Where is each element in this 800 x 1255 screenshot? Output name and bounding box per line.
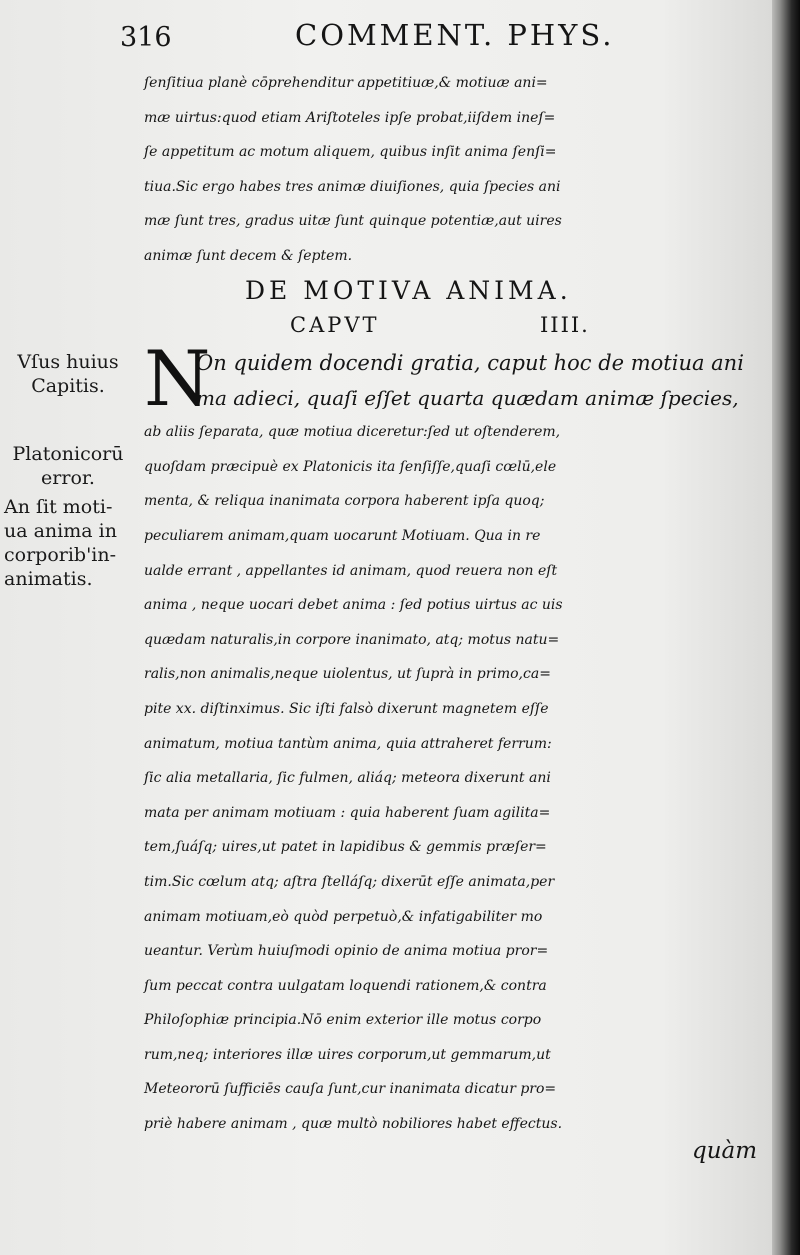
page-number: 316 [120,22,172,53]
text-line: ſic alia metallaria, ſic fulmen, aliáq; meteora dixerunt ani [144,770,551,787]
text-line: ueantur. Verùm huiuſmodi opinio de anima motiua pror= [144,943,549,960]
text-line: ualde errant , appellantes id animam, quod reuera non eſt [144,562,558,579]
text-line: ſum peccat contra uulgatam loquendi rationem,& contra [144,977,547,994]
marginal-note-line: error. [41,467,95,489]
text-line: On quidem docendi gratia, caput hoc de motiua ani [196,351,744,375]
drop-cap-lines [196,346,744,415]
drop-cap: N [144,334,211,423]
text-line: priè habere animam , quæ multò nobiliores habet effectus. [144,1116,563,1133]
text-line: Meteororū ſufficiēs cauſa ſunt,cur inanimata dicatur pro= [144,1081,557,1098]
running-head: COMMENT. PHYS. [295,18,615,52]
marginal-note-line: Capitis. [31,375,105,397]
marginal-note-line: ua anima in [4,520,117,542]
top-paragraph [144,66,744,274]
chapter-label: CAPVT [290,313,380,337]
marginal-note-line: Platonicorū [12,443,124,465]
text-line: pite xx. diſtinximus. Sic iſti falsò dixerunt magnetem eſſe [144,700,549,717]
marginal-note-line: An ſit moti- [4,496,113,518]
text-line: ab aliis ſeparata, quæ motiua diceretur:ſed ut oſtenderem, [144,424,561,441]
section-title: DE MOTIVA ANIMA. [245,276,572,305]
text-line: quædam naturalis,in corpore inanimato, atq; motus natu= [144,631,560,648]
text-line: mata per animam motiuam : quia haberent ſuam agilita= [144,804,551,821]
page-header [120,18,720,58]
text-line: ma adieci, quaſi eſſet quarta quædam animæ ſpecies, [196,385,739,410]
marginal-note-line: Vſus huius [17,351,119,373]
text-line: tim.Sic cœlum atq; aſtra ſtelláſq; dixerūt eſſe animata,per [144,873,555,890]
marginal-note [4,442,132,490]
text-line: animatum, motiua tantùm anima, quia attraheret ferrum: [144,735,552,752]
marginal-note-line: corporib'in- [4,544,117,566]
chapter-number: IIII. [540,313,590,337]
marginal-note [4,350,132,398]
text-line: quoſdam præcipuè ex Platonicis ita ſenſiſſe,quaſi cœlū,ele [144,458,557,475]
text-line: rum,neq; interiores illæ uires corporum,ut gemmarum,ut [144,1046,551,1063]
text-line: peculiarem animam,quam uocarunt Motiuam. Qua in re [144,527,541,544]
marginal-note-line: animatis. [4,568,93,590]
catchword: quàm [692,1138,758,1164]
text-line: Philoſophiæ principia.Nō enim exterior ille motus corpo [144,1012,542,1029]
text-line: mæ ſunt tres, gradus uitæ ſunt quinque potentiæ,aut uires [144,213,562,230]
book-gutter-shadow [772,0,800,1255]
marginal-note [4,495,134,591]
text-line: animam motiuam,eò quòd perpetuò,& infatigabiliter mo [144,908,543,925]
text-line: tem,ſuáſq; uires,ut patet in lapidibus & gemmis præſer= [144,839,547,856]
text-line: animæ ſunt decem & ſeptem. [144,247,353,264]
text-line: menta, & reliqua inanimata corpora haberent ipſa quoq; [144,493,545,510]
text-line: anima , neque uocari debet anima : ſed potius uirtus ac uis [144,597,563,614]
chapter-body [144,334,744,1142]
text-line: tiua.Sic ergo habes tres animæ diuiſiones, quia ſpecies ani [144,178,561,195]
text-line: ſenſitiua planè cōprehenditur appetitiuæ,& motiuæ ani= [144,75,548,91]
text-line: ſe appetitum ac motum aliquem, quibus inſit anima ſenſi= [144,144,557,161]
text-line: ralis,non animalis,neque uiolentus, ut ſuprà in primo,ca= [144,666,551,683]
text-line: mæ uirtus:quod etiam Ariſtoteles ipſe probat,iiſdem ineſ= [144,109,556,126]
